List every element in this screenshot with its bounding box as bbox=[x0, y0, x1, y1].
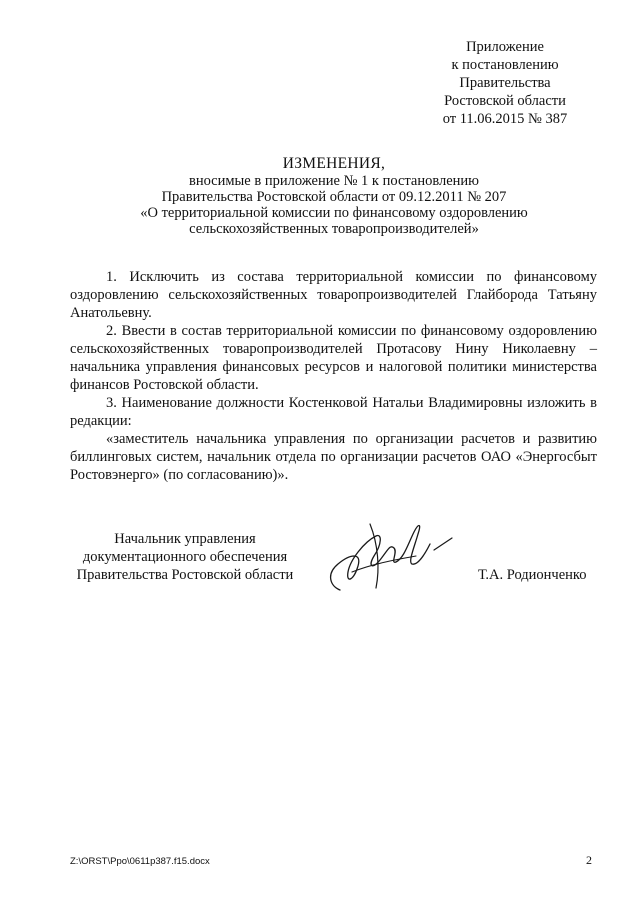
signer-name: Т.А. Родионченко bbox=[478, 567, 587, 583]
heading-line: Правительства Ростовской области от 09.12.2011 № 207 bbox=[161, 189, 507, 205]
file-path: Z:\ORST\Ppo\0611p387.f15.docx bbox=[70, 856, 210, 867]
heading-line: сельскохозяйственных товаропроизводителей» bbox=[189, 221, 479, 237]
appendix-line: Правительства bbox=[459, 75, 551, 91]
item-paragraph: 2. Ввести в состав территориальной комиссии по финансовому оздоровлению сельскохозяйственных товаропроизводителей Протасову Нину Николаевну – начальника управления финансовых ресурсов и налоговой политики министерства финансов Ростовской области. bbox=[70, 323, 597, 393]
signer-position-line: документационного обеспечения bbox=[82, 549, 288, 565]
appendix-line: Приложение bbox=[466, 39, 544, 55]
appendix-line: к постановлению bbox=[451, 57, 559, 73]
page-number: 2 bbox=[586, 853, 592, 867]
signer-position bbox=[70, 530, 300, 584]
signer-position-line: Правительства Ростовской области bbox=[76, 567, 294, 583]
item-paragraph: «заместитель начальника управления по организации расчетов и развитию биллинговых систем, начальник отдела по организации расчетов ОАО «Энергосбыт Ростовэнерго» (по согласованию)». bbox=[70, 431, 597, 483]
document-heading bbox=[60, 155, 608, 237]
signer-position-line: Начальник управления bbox=[114, 531, 256, 547]
heading-line: «О территориальной комиссии по финансовому оздоровлению bbox=[140, 205, 528, 221]
heading-line: вносимые в приложение № 1 к постановлению bbox=[188, 173, 480, 189]
appendix-block bbox=[405, 38, 605, 128]
item-paragraph: 3. Наименование должности Костенковой Натальи Владимировны изложить в редакции: bbox=[70, 395, 597, 429]
appendix-line: от 11.06.2015 № 387 bbox=[442, 111, 568, 127]
handwritten-signature bbox=[318, 514, 458, 594]
item-paragraph: 1. Исключить из состава территориальной комиссии по финансовому оздоровлению сельскохозяйственных товаропроизводителей Глайборода Татьяну Анатольевну. bbox=[70, 269, 597, 321]
appendix-line: Ростовской области bbox=[444, 93, 566, 109]
document-title: ИЗМЕНЕНИЯ, bbox=[282, 155, 386, 172]
document-body bbox=[70, 268, 597, 484]
